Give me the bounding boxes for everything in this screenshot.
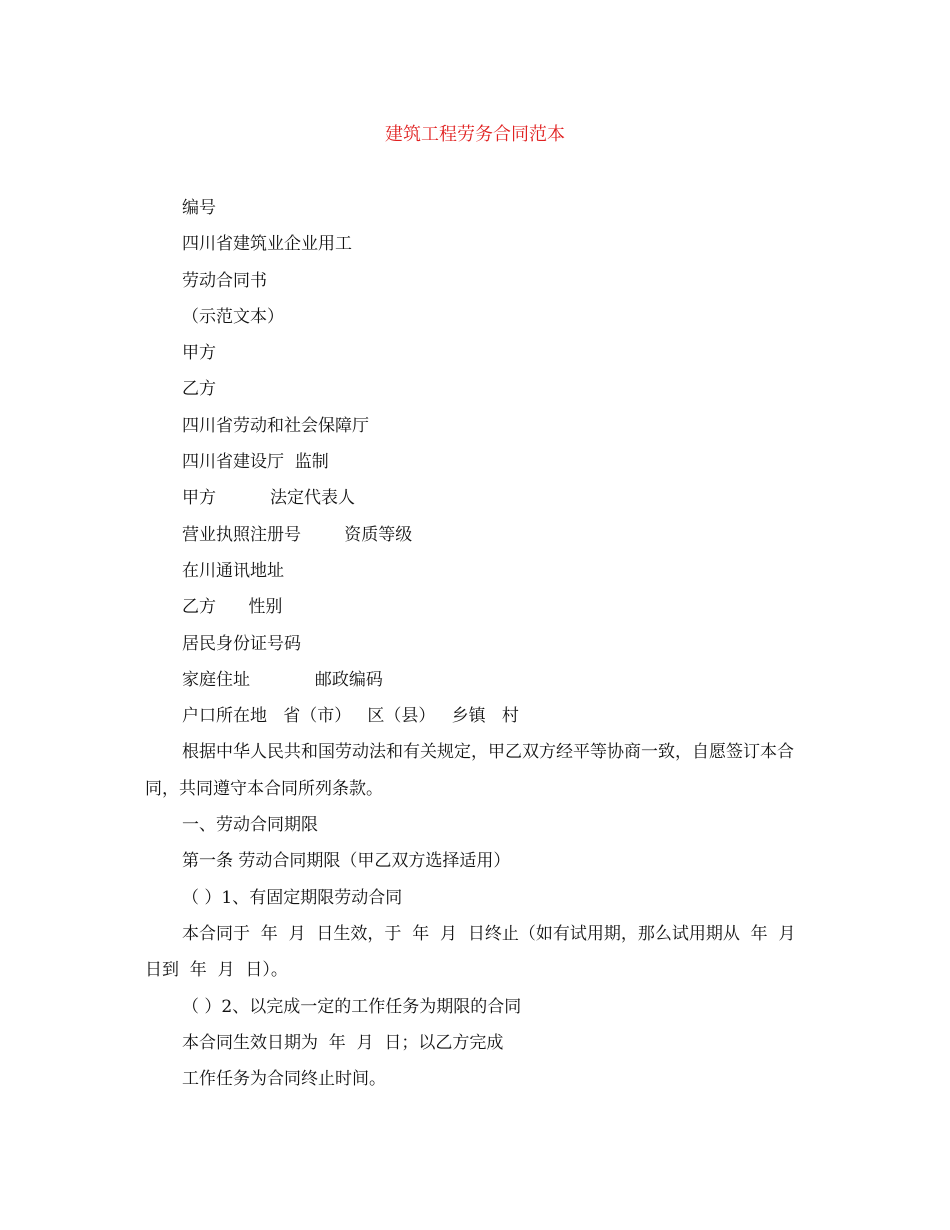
paragraph-serial-number: 编号 xyxy=(182,198,216,218)
paragraph-fixed-term-dates: 本合同于 年 月 日生效，于 年 月 日终止（如有试用期，那么试用期从 年 月 日到 年 月 日）。 xyxy=(145,923,807,981)
document-body xyxy=(145,190,810,1097)
paragraph-option-fixed-term: （ ）1、有固定期限劳动合同 xyxy=(182,887,403,908)
paragraph-issuer-heading: 四川省建筑业企业用工 xyxy=(182,234,352,255)
paragraph-id-number: 居民身份证号码 xyxy=(182,633,301,654)
paragraph-party-a-representative: 甲方 法定代表人 xyxy=(182,488,356,509)
paragraph-home-address: 家庭住址 邮政编码 xyxy=(182,669,383,690)
paragraph-party-a: 甲方 xyxy=(182,343,216,364)
paragraph-preamble: 根据中华人民共和国劳动法和有关规定，甲乙双方经平等协商一致，自愿签订本合同，共同遵守本合同所列条款。 xyxy=(145,742,794,799)
paragraph-household-registration: 户口所在地 省（市） 区（县） 乡镇 村 xyxy=(182,706,519,727)
paragraph-article-one: 第一条 劳动合同期限（甲乙双方选择适用） xyxy=(182,851,511,872)
paragraph-business-license: 营业执照注册号 资质等级 xyxy=(182,524,413,545)
paragraph-section-one-heading: 一、劳动合同期限 xyxy=(182,815,318,836)
paragraph-party-b-gender: 乙方 性别 xyxy=(182,597,283,618)
paragraph-party-b: 乙方 xyxy=(182,379,216,400)
paragraph-option-task-based: （ ）2、以完成一定的工作任务为期限的合同 xyxy=(182,996,522,1017)
paragraph-construction-department: 四川省建设厅 监制 xyxy=(182,452,329,473)
paragraph-task-effective-date: 本合同生效日期为 年 月 日；以乙方完成 xyxy=(182,1032,504,1053)
document-title: 建筑工程劳务合同范本 xyxy=(385,124,565,145)
paragraph-contract-name: 劳动合同书 xyxy=(182,270,267,291)
paragraph-address: 在川通讯地址 xyxy=(182,560,284,581)
paragraph-model-text: （示范文本） xyxy=(182,306,284,327)
paragraph-task-termination: 工作任务为合同终止时间。 xyxy=(182,1069,386,1090)
paragraph-labor-department: 四川省劳动和社会保障厅 xyxy=(182,415,369,436)
